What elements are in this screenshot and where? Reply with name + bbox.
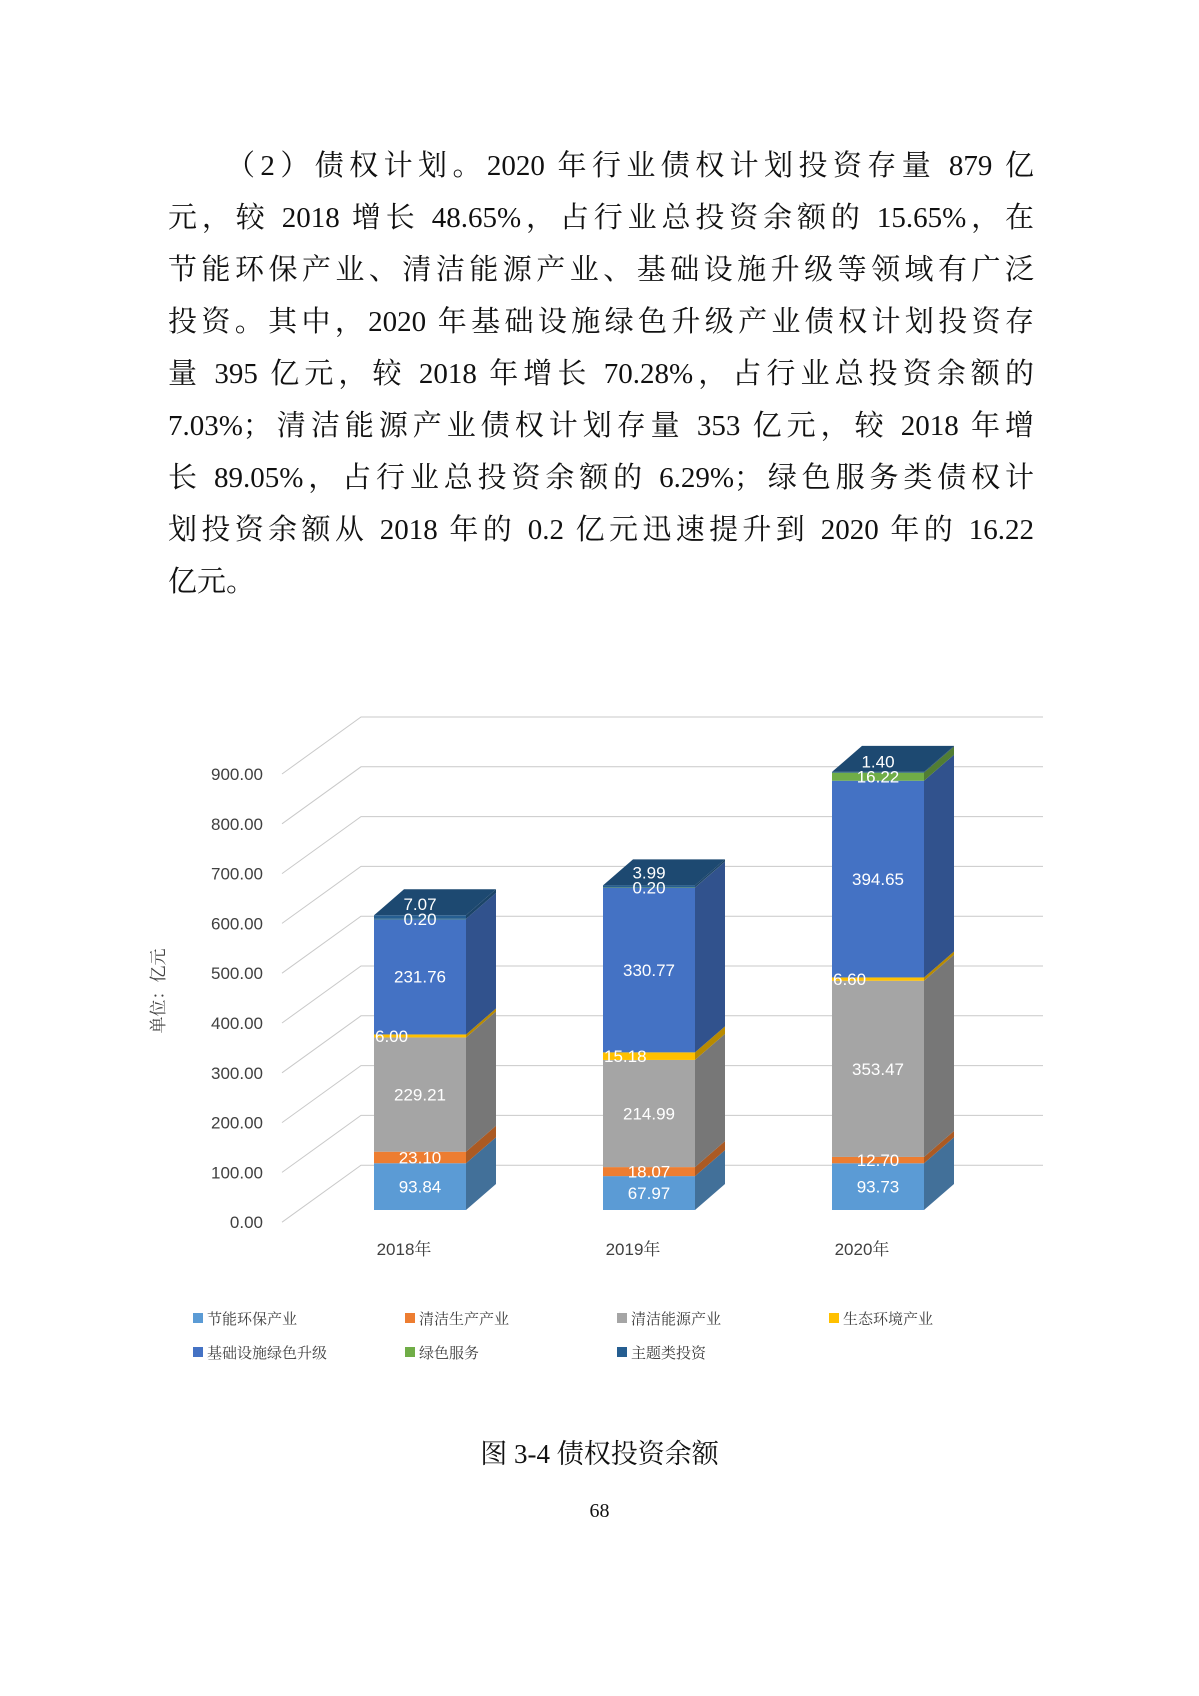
y-tick-label: 700.00 bbox=[211, 864, 263, 884]
legend-swatch-icon bbox=[617, 1347, 627, 1357]
legend-swatch-icon bbox=[193, 1313, 203, 1323]
bar-value-label: 16.22 bbox=[856, 767, 900, 787]
legend-item bbox=[617, 1310, 721, 1329]
legend-swatch-icon bbox=[829, 1313, 839, 1323]
y-tick-label: 100.00 bbox=[211, 1163, 263, 1183]
y-tick-label: 300.00 bbox=[211, 1063, 263, 1083]
legend-item bbox=[617, 1344, 706, 1363]
paragraph-line: 长 89.05%，占行业总投资余额的 6.29%；绿色服务类债权计 bbox=[168, 462, 1034, 494]
bar-value-label: 229.21 bbox=[394, 1085, 446, 1105]
bar-value-label: 7.07 bbox=[403, 894, 437, 914]
bar-value-label: 353.47 bbox=[852, 1059, 904, 1079]
legend-item bbox=[193, 1310, 297, 1329]
bar-value-label: 231.76 bbox=[394, 967, 446, 987]
bar-value-label: 93.84 bbox=[398, 1177, 442, 1197]
legend-label: 生态环境产业 bbox=[843, 1311, 934, 1328]
y-tick-label: 400.00 bbox=[211, 1014, 263, 1033]
legend-swatch-icon bbox=[405, 1313, 415, 1323]
legend-item bbox=[405, 1310, 509, 1329]
legend-swatch-icon bbox=[193, 1347, 203, 1357]
x-category-label: 2019年 bbox=[605, 1240, 661, 1259]
legend-item bbox=[405, 1344, 479, 1363]
legend-item bbox=[193, 1344, 327, 1363]
y-tick-label: 900.00 bbox=[211, 765, 263, 784]
bar-value-label: 18.07 bbox=[627, 1162, 671, 1182]
bar-segment-side bbox=[924, 955, 954, 1157]
legend-swatch-icon bbox=[405, 1347, 415, 1357]
bar-value-label: 1.40 bbox=[861, 752, 895, 772]
x-category-label: 2018年 bbox=[376, 1240, 432, 1259]
bar-value-label: 93.73 bbox=[856, 1177, 900, 1197]
y-tick-label: 200.00 bbox=[211, 1113, 263, 1133]
bar-value-label: 6.60 bbox=[833, 970, 867, 990]
bar-value-label: 23.10 bbox=[398, 1148, 442, 1168]
debt-investment-chart bbox=[140, 650, 1080, 1280]
bar-segment-side bbox=[924, 755, 954, 978]
paragraph-line: 7.03%；清洁能源产业债权计划存量 353 亿元，较 2018 年增 bbox=[168, 410, 1034, 442]
bar-value-label: 6.00 bbox=[375, 1026, 409, 1046]
body-paragraph bbox=[168, 140, 1034, 608]
bar-value-label: 330.77 bbox=[623, 960, 675, 980]
paragraph-line: 元，较 2018 增长 48.65%，占行业总投资余额的 15.65%，在 bbox=[168, 202, 1034, 234]
page-number: 68 bbox=[589, 1500, 610, 1522]
paragraph-line: 节能环保产业、清洁能源产业、基础设施升级等领域有广泛 bbox=[168, 254, 1034, 286]
legend-label: 主题类投资 bbox=[631, 1345, 707, 1362]
bar-segment-side bbox=[695, 861, 725, 1052]
legend-item bbox=[829, 1310, 933, 1329]
bar-value-label: 12.70 bbox=[856, 1151, 900, 1171]
paragraph-line: 划投资余额从 2018 年的 0.2 亿元迅速提升到 2020 年的 16.22 bbox=[168, 514, 1034, 546]
x-category-label: 2020年 bbox=[834, 1240, 890, 1259]
legend-label: 基础设施绿色升级 bbox=[207, 1345, 328, 1362]
y-tick-label: 500.00 bbox=[211, 964, 263, 984]
y-tick-label: 600.00 bbox=[211, 914, 263, 934]
bar-value-label: 0.20 bbox=[632, 878, 666, 898]
legend-label: 清洁能源产业 bbox=[631, 1311, 722, 1328]
legend-label: 绿色服务 bbox=[419, 1345, 480, 1362]
bar-value-label: 214.99 bbox=[623, 1104, 675, 1124]
paragraph-line: （2）债权计划。2020 年行业债权计划投资存量 879 亿 bbox=[226, 150, 1034, 182]
paragraph-line: 量 395 亿元，较 2018 年增长 70.28%，占行业总投资余额的 bbox=[168, 358, 1034, 390]
bar-value-label: 15.18 bbox=[604, 1047, 647, 1067]
y-tick-label: 0.00 bbox=[229, 1213, 263, 1233]
legend-label: 节能环保产业 bbox=[207, 1311, 298, 1328]
paragraph-line: 亿元。 bbox=[168, 566, 256, 598]
bar-value-label: 3.99 bbox=[632, 863, 666, 883]
figure-caption: 图 3-4 债权投资余额 bbox=[480, 1439, 719, 1469]
paragraph-line: 投资。其中，2020 年基础设施绿色升级产业债权计划投资存 bbox=[168, 306, 1034, 338]
bar-value-label: 394.65 bbox=[852, 870, 904, 890]
y-axis-title: 单位：亿元 bbox=[149, 948, 168, 1034]
legend-swatch-icon bbox=[617, 1313, 627, 1323]
y-tick-label: 800.00 bbox=[211, 814, 263, 834]
bar-value-label: 67.97 bbox=[627, 1184, 671, 1204]
legend-label: 清洁生产产业 bbox=[419, 1311, 510, 1328]
bar-value-label: 0.20 bbox=[403, 909, 437, 929]
